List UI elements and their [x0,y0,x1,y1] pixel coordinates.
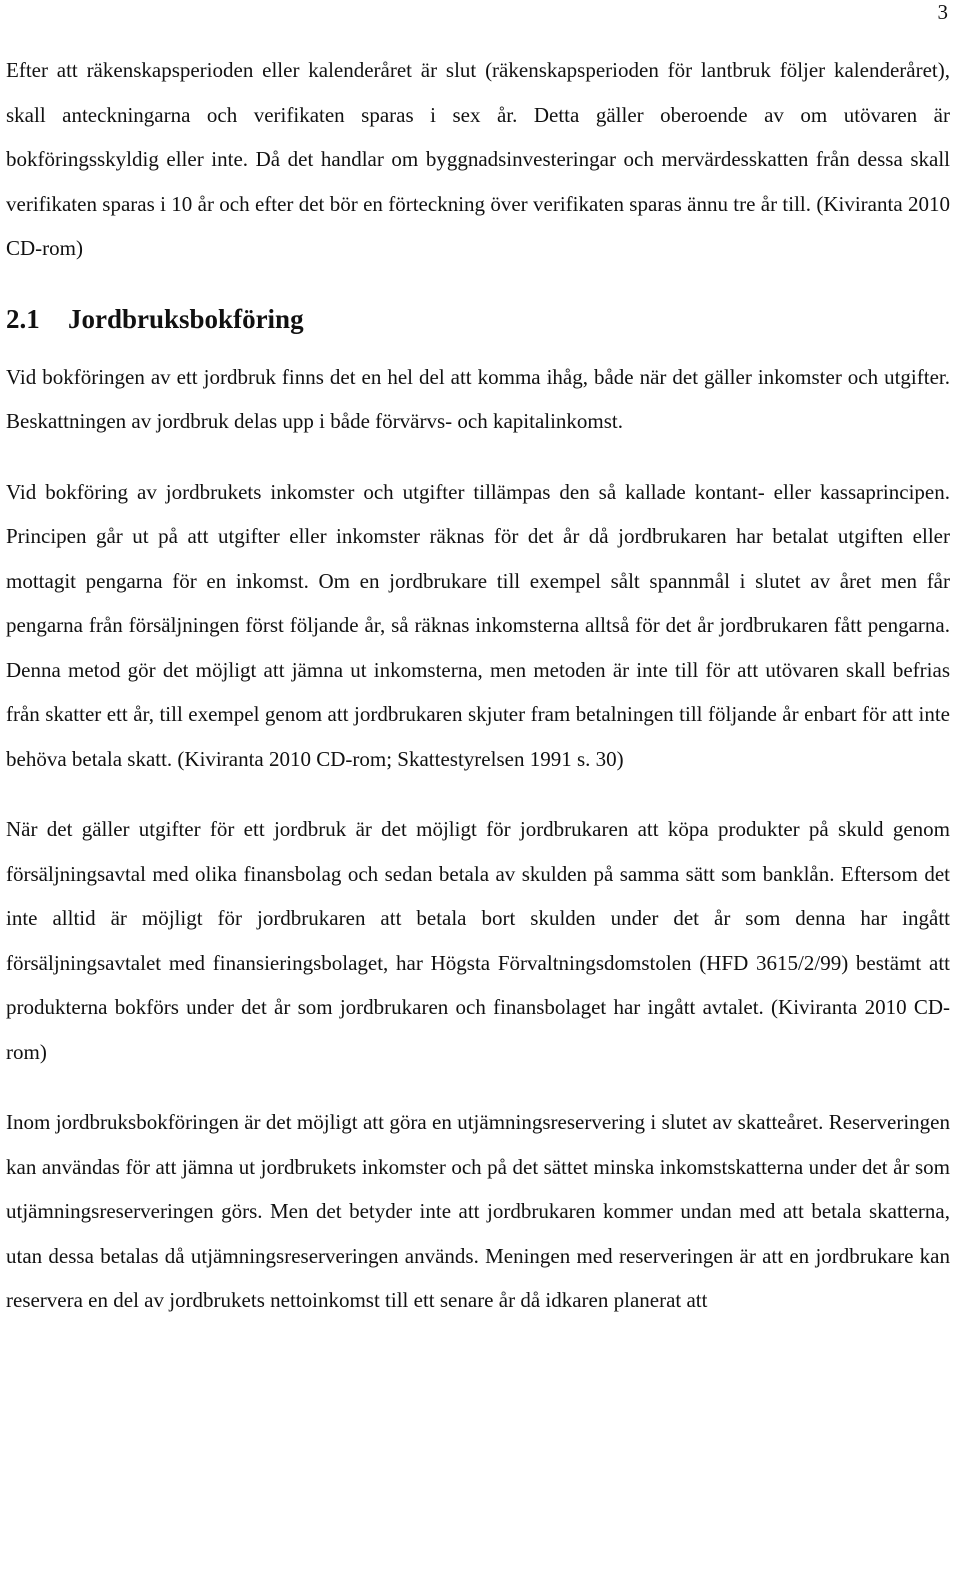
paragraph-cash-principle: Vid bokföring av jordbrukets inkomster och utgifter tillämpas den så kallade kontant- eller kassaprincipen. Principen går ut på att utgifter eller inkomster räknas för det år då jordbrukaren har betalat utgiften eller mottagit pengarna för en inkomst. Om en jordbrukare till exempel sålt spannmål i slutet av året men får pengarna från försäljningen först följande år, så räknas inkomsterna alltså för det år jordbrukaren fått pengarna. Denna metod gör det möjligt att jämna ut inkomsterna, men metoden är inte till för att utövaren skall befrias från skatter ett år, till exempel genom att jordbrukaren skjuter fram betalningen till följande år enbart för att inte behöva betala skatt. (Kiviranta 2010 CD-rom; Skattestyrelsen 1991 s. 30) [6,479,950,771]
section-number: 2.1 [6,303,40,334]
section-title: Jordbruksbokföring [68,303,304,334]
document-body [6,48,950,1323]
paragraph-record-retention: Efter att räkenskapsperioden eller kalenderåret är slut (räkenskapsperioden för lantbruk följer kalenderåret), skall anteckningarna och verifikaten sparas i sex år. Detta gäller oberoende av om utövaren är bokföringsskyldig eller inte. Då det handlar om byggnadsinvesteringar och mervärdesskatten från dessa skall verifikaten sparas i 10 år och efter det bör en förteckning över verifikaten sparas ännu tre år till. (Kiviranta 2010 CD-rom) [6,58,950,260]
paragraph-expenses-credit: När det gäller utgifter för ett jordbruk är det möjligt för jordbrukaren att köpa produkter på skuld genom försäljningsavtal med olika finansbolag och sedan betala av skulden på samma sätt som banklån. Eftersom det inte alltid är möjligt för jordbrukaren att betala bort skulden under det år som denna har ingått försäljningsavtalet med finansieringsbolaget, har Högsta Förvaltningsdomstolen (HFD 3615/2/99) bestämt att produkterna bokförs under det år som jordbrukaren och finansbolaget har ingått avtalet. (Kiviranta 2010 CD-rom) [6,817,950,1064]
paragraph-equalization-reserve: Inom jordbruksbokföringen är det möjligt att göra en utjämningsreservering i slutet av skatteåret. Reserveringen kan användas för att jämna ut jordbrukets inkomster och på det sättet minska inkomstskatterna under det år som utjämningsreserveringen görs. Men det betyder inte att jordbrukaren kommer undan med att betala skatterna, utan dessa betalas då utjämningsreserveringen används. Meningen med reserveringen är att en jordbrukare kan reservera en del av jordbrukets nettoinkomst till ett senare år då idkaren planerat att [6,1110,950,1312]
page-number: 3 [937,0,948,24]
paragraph-agricultural-bookkeeping: Vid bokföringen av ett jordbruk finns det en hel del att komma ihåg, både när det gäller inkomster och utgifter. Beskattningen av jordbruk delas upp i både förvärvs- och kapitalinkomst. [6,364,950,433]
section-heading [6,297,950,341]
